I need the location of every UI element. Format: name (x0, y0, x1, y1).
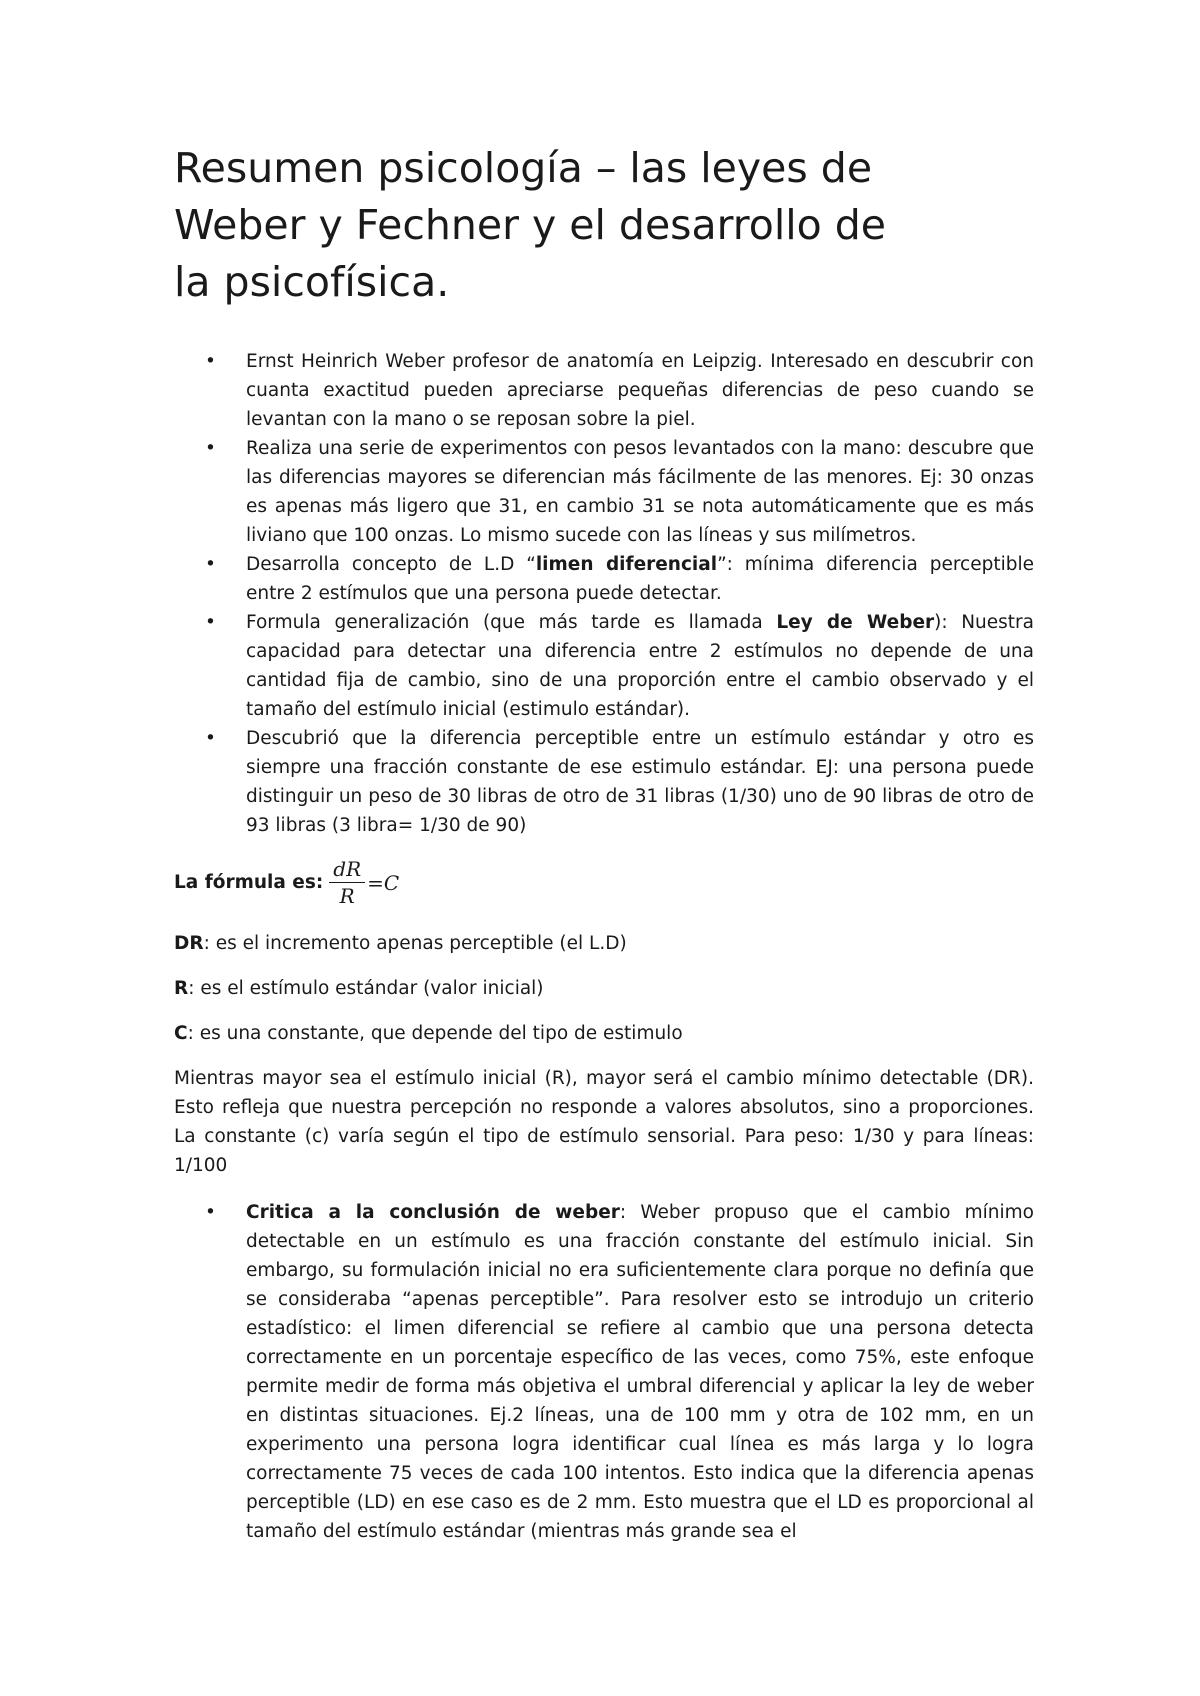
bullet-icon: • (205, 1202, 216, 1223)
definition-r (174, 974, 1034, 1003)
definition-text: : es una constante, que depende del tipo de estimulo (187, 1023, 683, 1044)
critique-heading: Critica a la conclusión de weber (246, 1202, 620, 1223)
document-page (174, 140, 1034, 1546)
formula-rhs: =C (367, 870, 400, 895)
bullet-icon: • (205, 351, 216, 372)
definition-text: : es el incremento apenas perceptible (el L.D) (203, 933, 627, 954)
bullet-bold-term: limen diferencial (535, 554, 718, 575)
bullet-text: Ernst Heinrich Weber profesor de anatomía en Leipzig. Interesado en descubrir con cuanta exactitud pueden apreciarse pequeñas diferencias de peso cuando se levantan con la mano o se reposan sobre la piel. (246, 351, 1034, 430)
definition-term: R (174, 978, 189, 999)
body-paragraph: Mientras mayor sea el estímulo inicial (R), mayor será el cambio mínimo detectable (DR). Esto refleja que nuestra percepción no responde a valores absolutos, sino a proporciones. La constante (c) varía según el tipo de estímulo sensorial. Para peso: 1/30 y para líneas: 1/100 (174, 1068, 1034, 1176)
bullet-text: ): Nuestra capacidad para detectar una diferencia entre 2 estímulos no depende de una cantidad fija de cambio, sino de una proporción entre el cambio observado y el tamaño del estímulo inicial (estimulo estándar). (246, 612, 1034, 720)
bullet-text: Desarrolla concepto de L.D “ (246, 554, 536, 575)
bullet-icon: • (205, 612, 216, 633)
document-title (174, 140, 1034, 311)
formula-denominator: R (339, 884, 355, 908)
title-line: la psicofísica. (174, 258, 450, 306)
formula-numerator: dR (329, 858, 365, 883)
bullet-item (174, 550, 1034, 608)
bullet-list (174, 347, 1034, 840)
bullet-text: Realiza una serie de experimentos con pesos levantados con la mano: descubre que las diferencias mayores se diferencian más fácilmente de las menores. Ej: 30 onzas es apenas más ligero que 31, en cambio 31 se nota automáticamente que es más liviano que 100 onzas. Lo mismo sucede con las líneas y sus milímetros. (246, 438, 1034, 546)
critique-list (174, 1198, 1034, 1546)
bullet-text: Formula generalización (que más tarde es llamada (246, 612, 777, 633)
definition-term: C (174, 1023, 188, 1044)
bullet-item (174, 724, 1034, 840)
definition-term: DR (174, 933, 204, 954)
bullet-icon: • (205, 438, 216, 459)
definition-c (174, 1019, 1034, 1048)
formula-row (174, 858, 1034, 907)
bullet-icon: • (205, 728, 216, 749)
bullet-item (174, 347, 1034, 434)
formula-label: La fórmula es: (174, 872, 324, 893)
title-line: Weber y Fechner y el desarrollo de (174, 201, 886, 249)
formula-fraction (329, 858, 365, 907)
title-line: Resumen psicología – las leyes de (174, 144, 873, 192)
critique-text: : Weber propuso que el cambio mínimo detectable en un estímulo es una fracción constante del estímulo inicial. Sin embargo, su formulación inicial no era suficientemente clara porque no definía que se consideraba “apenas perceptible”. Para resolver esto se introdujo un criterio estadístico: el limen diferencial se refiere al cambio que una persona detecta correctamente en un porcentaje específico de las veces, como 75%, este enfoque permite medir de forma más objetiva el umbral diferencial y aplicar la ley de weber en distintas situaciones. Ej.2 líneas, una de 100 mm y otra de 102 mm, en un experimento una persona logra identificar cual línea es más larga y lo logra correctamente 75 veces de cada 100 intentos. Esto indica que la diferencia apenas perceptible (LD) en ese caso es de 2 mm. Esto muestra que el LD es proporcional al tamaño del estímulo estándar (mientras más grande sea el (246, 1202, 1034, 1542)
bullet-icon: • (205, 554, 216, 575)
definition-dr (174, 929, 1034, 958)
definition-text: : es el estímulo estándar (valor inicial) (188, 978, 544, 999)
bullet-item (174, 608, 1034, 724)
bullet-item (174, 1198, 1034, 1546)
bullet-text: ”: mínima diferencia perceptible entre 2 estímulos que una persona puede detectar. (246, 554, 1034, 604)
bullet-item (174, 434, 1034, 550)
bullet-text: Descubrió que la diferencia perceptible entre un estímulo estándar y otro es siempre una fracción constante de ese estimulo estándar. EJ: una persona puede distinguir un peso de 30 libras de otro de 31 libras (1/30) uno de 90 libras de otro de 93 libras (3 libra= 1/30 de 90) (246, 728, 1034, 836)
bullet-bold-term: Ley de Weber (776, 612, 935, 633)
